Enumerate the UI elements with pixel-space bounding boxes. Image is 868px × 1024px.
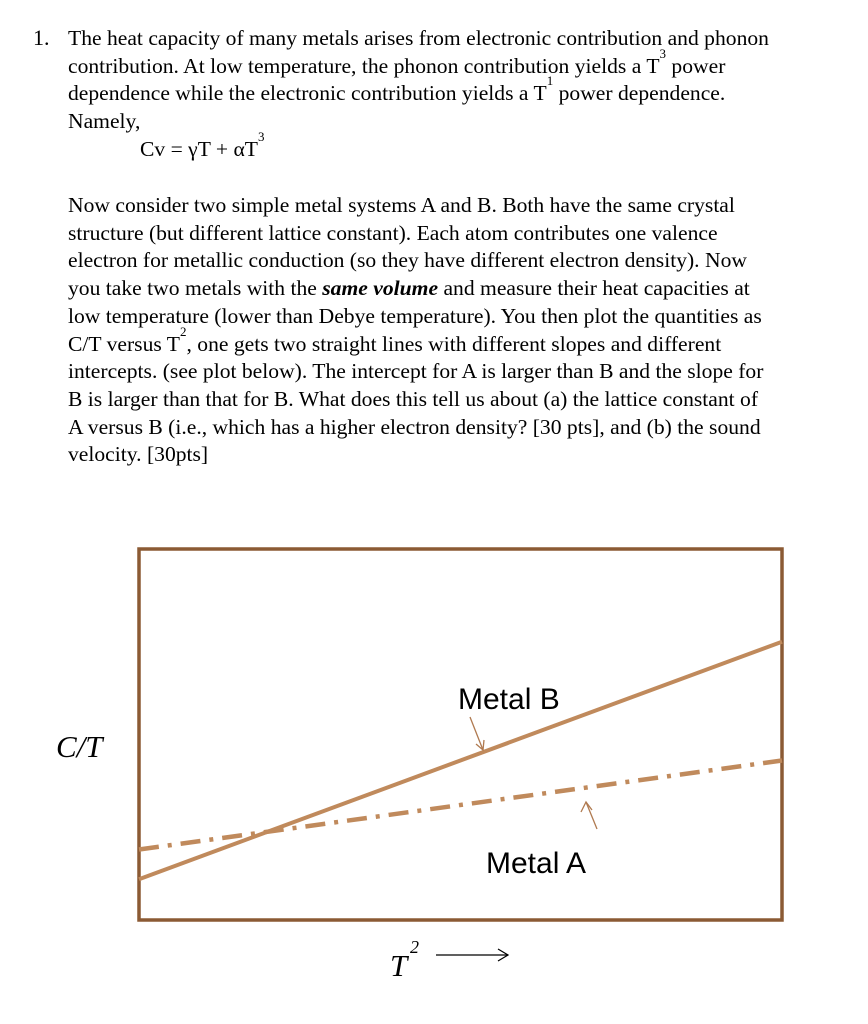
text-segment: Cv = γT + αT bbox=[140, 137, 258, 161]
text-segment: intercepts. (see plot below). The intercept for A is larger than B and the slope for bbox=[68, 359, 764, 384]
text-segment: dependence while the electronic contribution yields a T bbox=[68, 81, 547, 106]
metal-b-line bbox=[139, 642, 782, 879]
text-segment: power dependence. bbox=[553, 81, 726, 106]
text-segment: contribution. At low temperature, the phonon contribution yields a T bbox=[68, 53, 660, 78]
y-axis-label: C/T bbox=[56, 729, 103, 764]
plot-frame bbox=[139, 549, 782, 920]
text-segment: and measure their heat capacities at bbox=[438, 276, 750, 301]
metal-a-label: Metal A bbox=[486, 847, 587, 880]
text-segment: A versus B (i.e., which has a higher electron density? [30 pts], and (b) the sound bbox=[68, 414, 761, 439]
metal-b-pointer-arrow bbox=[470, 717, 484, 750]
text-segment: , one gets two straight lines with different slopes and different bbox=[186, 331, 722, 356]
x-axis-label: T bbox=[390, 948, 408, 983]
question-number: 1. bbox=[33, 25, 50, 50]
text-segment: C/T versus T bbox=[68, 331, 180, 356]
x-axis-arrow bbox=[436, 949, 508, 961]
metal-b-label: Metal B bbox=[458, 683, 560, 716]
metal-a-line bbox=[139, 760, 782, 849]
text-segment: Namely, bbox=[68, 109, 141, 134]
text-segment: velocity. [30pts] bbox=[68, 442, 209, 467]
emphasized-text: same volume bbox=[322, 276, 439, 301]
text-segment: Now consider two simple metal systems A and B. Both have the same crystal bbox=[68, 193, 735, 217]
text-segment: B is larger than that for B. What does this tell us about (a) the lattice constant of bbox=[68, 386, 759, 411]
text-segment: The heat capacity of many metals arises from electronic contribution and phonon bbox=[68, 26, 769, 50]
x-axis-label-superscript: 2 bbox=[410, 937, 419, 957]
text-segment: low temperature (lower than Debye temperature). You then plot the quantities as bbox=[68, 303, 762, 328]
text-segment: power bbox=[666, 53, 726, 78]
text-segment: electron for metallic conduction (so they have different electron density). Now bbox=[68, 248, 747, 273]
text-segment: you take two metals with the bbox=[68, 276, 323, 301]
text-line: contribution. At low temperature, the phonon contribution yields a $T^3$ power bbox=[68, 45, 726, 78]
text-segment: structure (but different lattice constant). Each atom contributes one valence bbox=[68, 220, 718, 245]
metal-a-pointer-arrow bbox=[581, 802, 597, 829]
text-line: C/T versus $T^2$, one gets two straight lines with different slopes and different bbox=[68, 323, 722, 356]
text-line: dependence while the electronic contribution yields a $T^1$ power dependence. bbox=[68, 73, 726, 106]
formula-line: $Cv = \gamma T + \alpha T^3$ bbox=[140, 129, 265, 161]
